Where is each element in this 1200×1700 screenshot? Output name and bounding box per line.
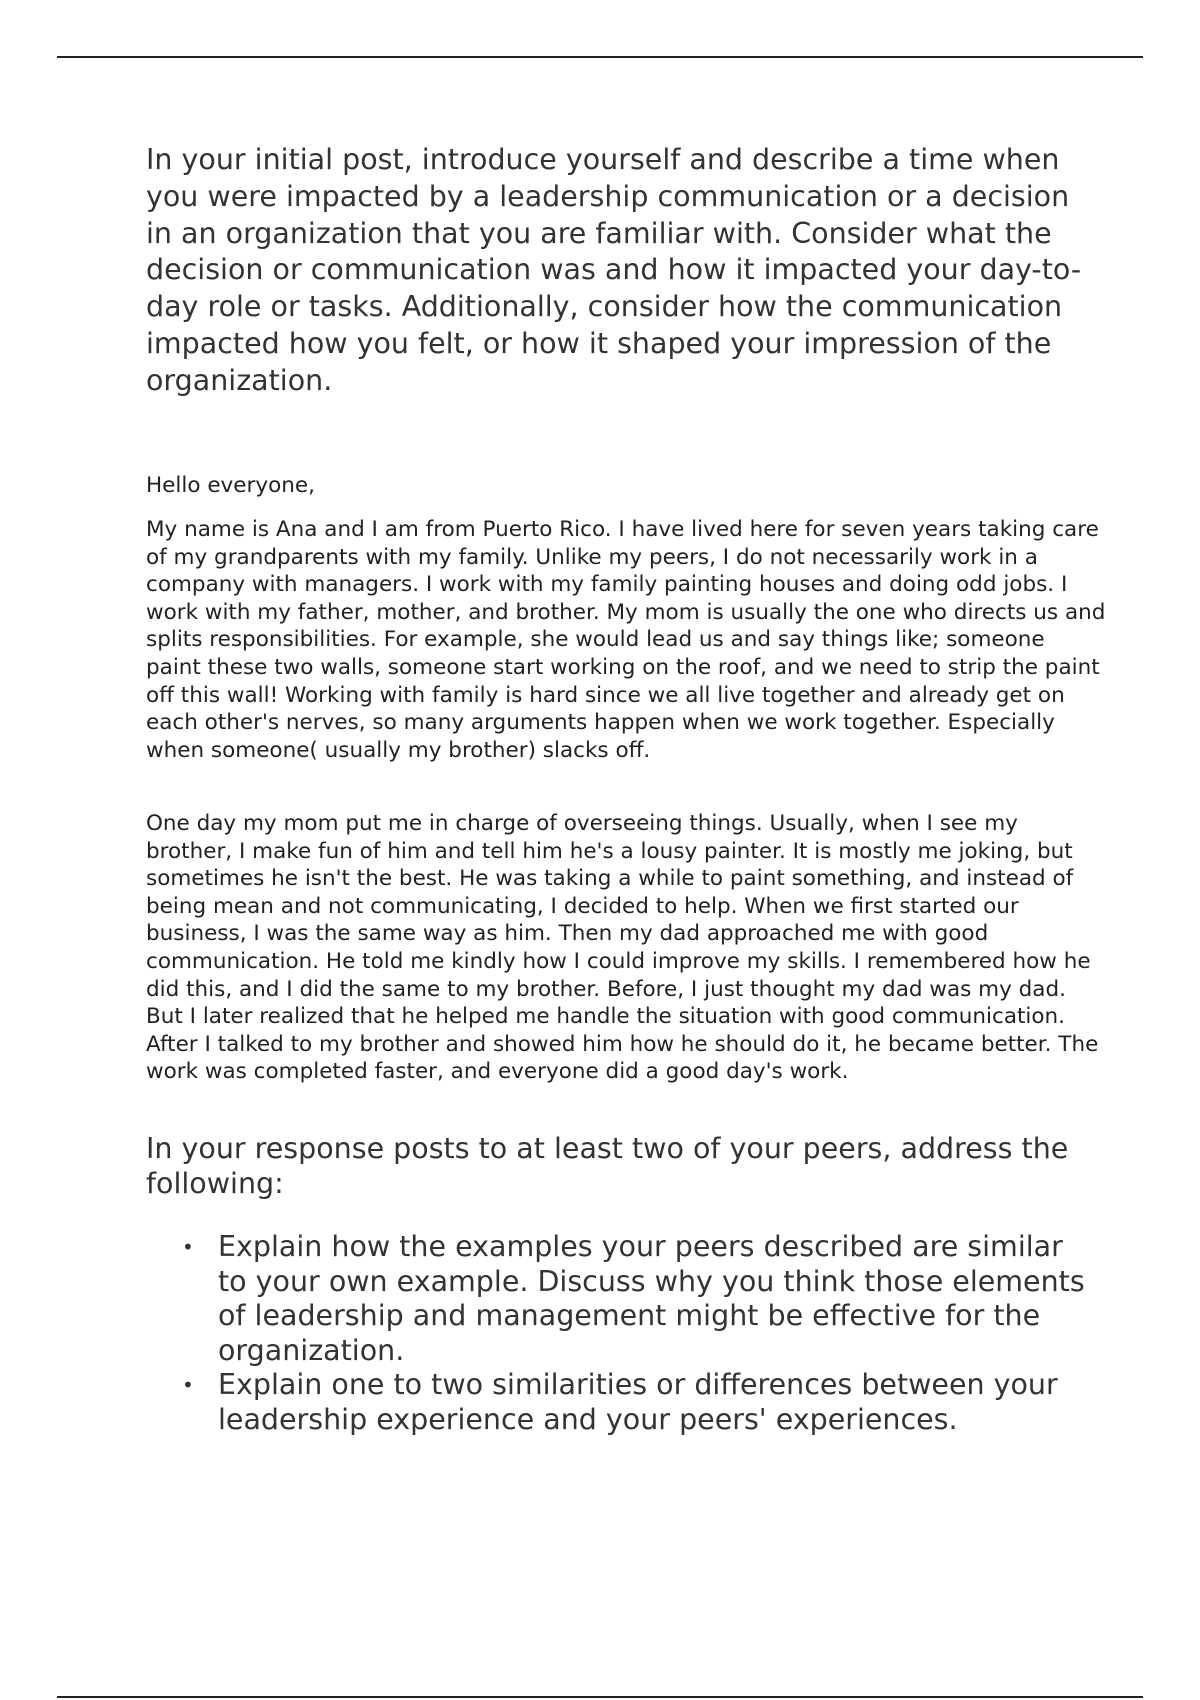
post-paragraph-1: My name is Ana and I am from Puerto Rico. I have lived here for seven years taking care of my grandparents with my family. Unlike my peers, I do not necessarily work in a company with managers. I work with my family painting houses and doing odd jobs. I work with my father, mother, and brother. My mom is usually the one who directs us and splits responsibilities. For example, she would lead us and say things like; someone paint these two walls, someone start working on the roof, and we need to strip the paint off this wall! Working with family is hard since we all live together and already get on each other's nerves, so many arguments happen when we work together. Especially when someone( usually my brother) slacks off. [146, 517, 1106, 763]
response-bullet-list [146, 1230, 1096, 1438]
post-greeting: Hello everyone, [146, 473, 315, 498]
bottom-rule [57, 1696, 1143, 1698]
bullet-icon: • [182, 1373, 194, 1398]
top-rule [57, 56, 1143, 58]
response-heading: In your response posts to at least two of your peers, address the following: [146, 1132, 1069, 1200]
list-item [146, 1368, 1096, 1437]
list-item-text: Explain one to two similarities or differences between your leadership experience and your peers' experiences. [218, 1368, 1058, 1436]
bullet-icon: • [182, 1235, 194, 1259]
post-paragraph-2: One day my mom put me in charge of overseeing things. Usually, when I see my brother, I make fun of him and tell him he's a lousy painter. It is mostly me joking, but sometimes he isn't the best. He was taking a while to paint something, and instead of being mean and not communicating, I decided to help. When we first started our business, I was the same way as him. Then my dad approached me with good communication. He told me kindly how I could improve my skills. I remembered how he did this, and I did the same to my brother. Before, I just thought my dad was my dad. But I later realized that he helped me handle the situation with good communication. After I talked to my brother and showed him how he should do it, he became better. The work was completed faster, and everyone did a good day's work. [146, 811, 1099, 1085]
list-item-text: Explain how the examples your peers described are similar to your own example. Discuss why you think those elements of leadership and management might be effective for the organization. [218, 1230, 1085, 1367]
list-item [146, 1230, 1096, 1368]
discussion-prompt: In your initial post, introduce yourself and describe a time when you were impacted by a leadership communication or a decision in an organization that you are familiar with. Consider what the decision or communication was and how it impacted your day-to-day role or tasks. Additionally, consider how the communication impacted how you felt, or how it shaped your impression of the organization. [146, 143, 1082, 397]
